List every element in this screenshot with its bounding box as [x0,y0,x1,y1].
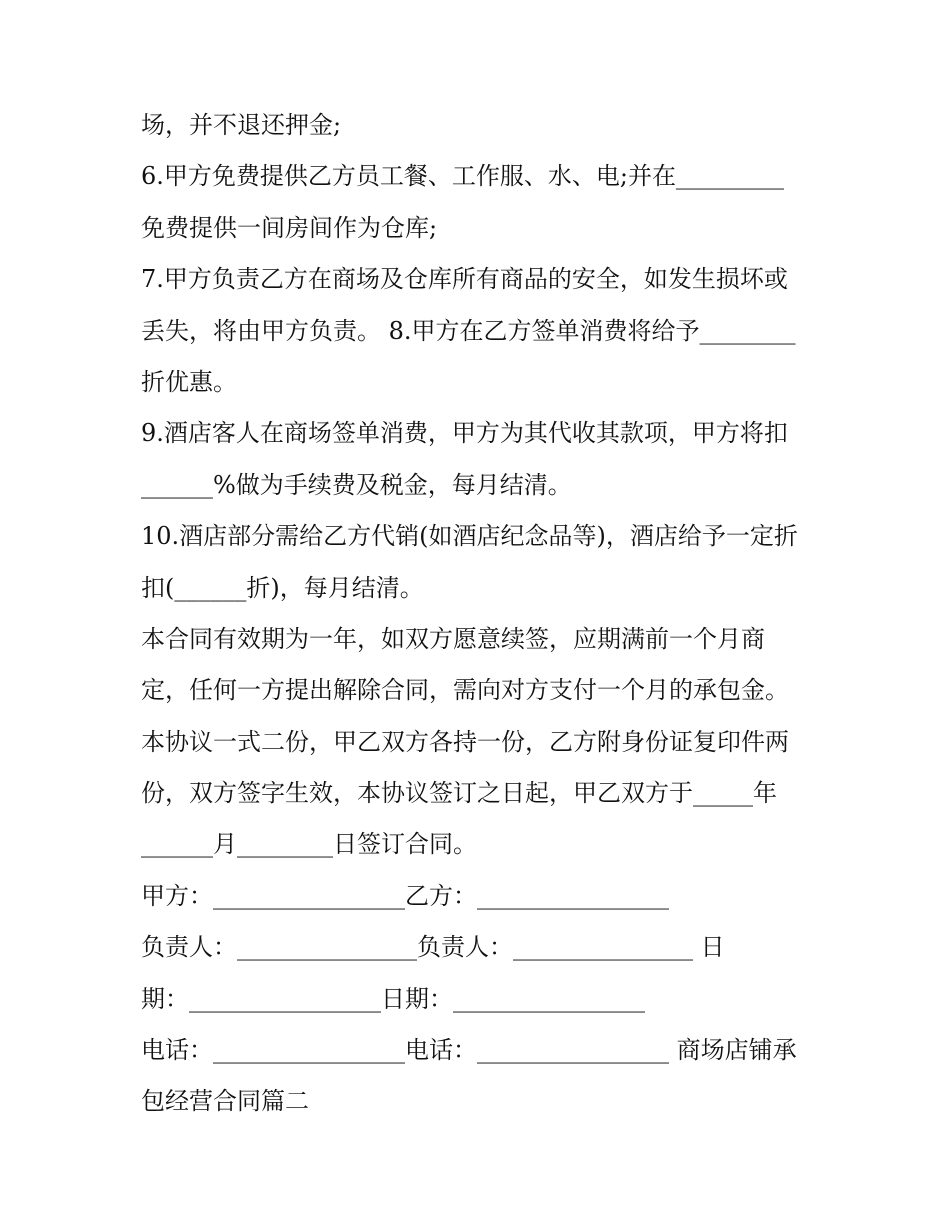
signature-date-line: 期：________________日期：________________ [141,984,645,1013]
text-line: 定，任何一方提出解除合同，需向对方支付一个月的承包金。 [141,676,789,705]
text-line: 10.酒店部分需给乙方代销(如酒店纪念品等)，酒店给予一定折 [141,522,798,551]
signature-responsible-line: 负责人：_______________负责人：_______________ 日 [141,933,725,962]
signature-phone-line: 电话：________________电话：________________ 商场店铺承 [141,1036,797,1065]
text-line: ______%做为手续费及税金，每月结清。 [141,470,572,499]
signature-party-line: 甲方：________________乙方：________________ [141,881,669,910]
contract-text-body [141,100,831,1128]
text-line: 丢失，将由甲方负责。 8.甲方在乙方签单消费将给予________ [141,316,796,345]
text-line: 本协议一式二份，甲乙双方各持一份，乙方附身份证复印件两 [141,727,789,756]
text-line: 9.酒店客人在商场签单消费，甲方为其代收其款项，甲方将扣 [141,419,788,448]
section-title-line: 包经营合同篇二 [141,1087,309,1116]
text-line: ______月________日签订合同。 [141,830,477,859]
text-line: 6.甲方免费提供乙方员工餐、工作服、水、电;并在_________ [141,162,784,191]
text-line: 折优惠。 [141,367,237,396]
text-line: 份，双方签字生效，本协议签订之日起，甲乙双方于_____年 [141,779,777,808]
text-line: 扣(______折)，每月结清。 [141,573,424,602]
text-line: 免费提供一间房间作为仓库; [141,213,438,242]
text-line: 7.甲方负责乙方在商场及仓库所有商品的安全，如发生损坏或 [141,265,788,294]
text-line: 场，并不退还押金; [141,111,342,139]
text-line: 本合同有效期为一年，如双方愿意续签，应期满前一个月商 [141,624,765,653]
